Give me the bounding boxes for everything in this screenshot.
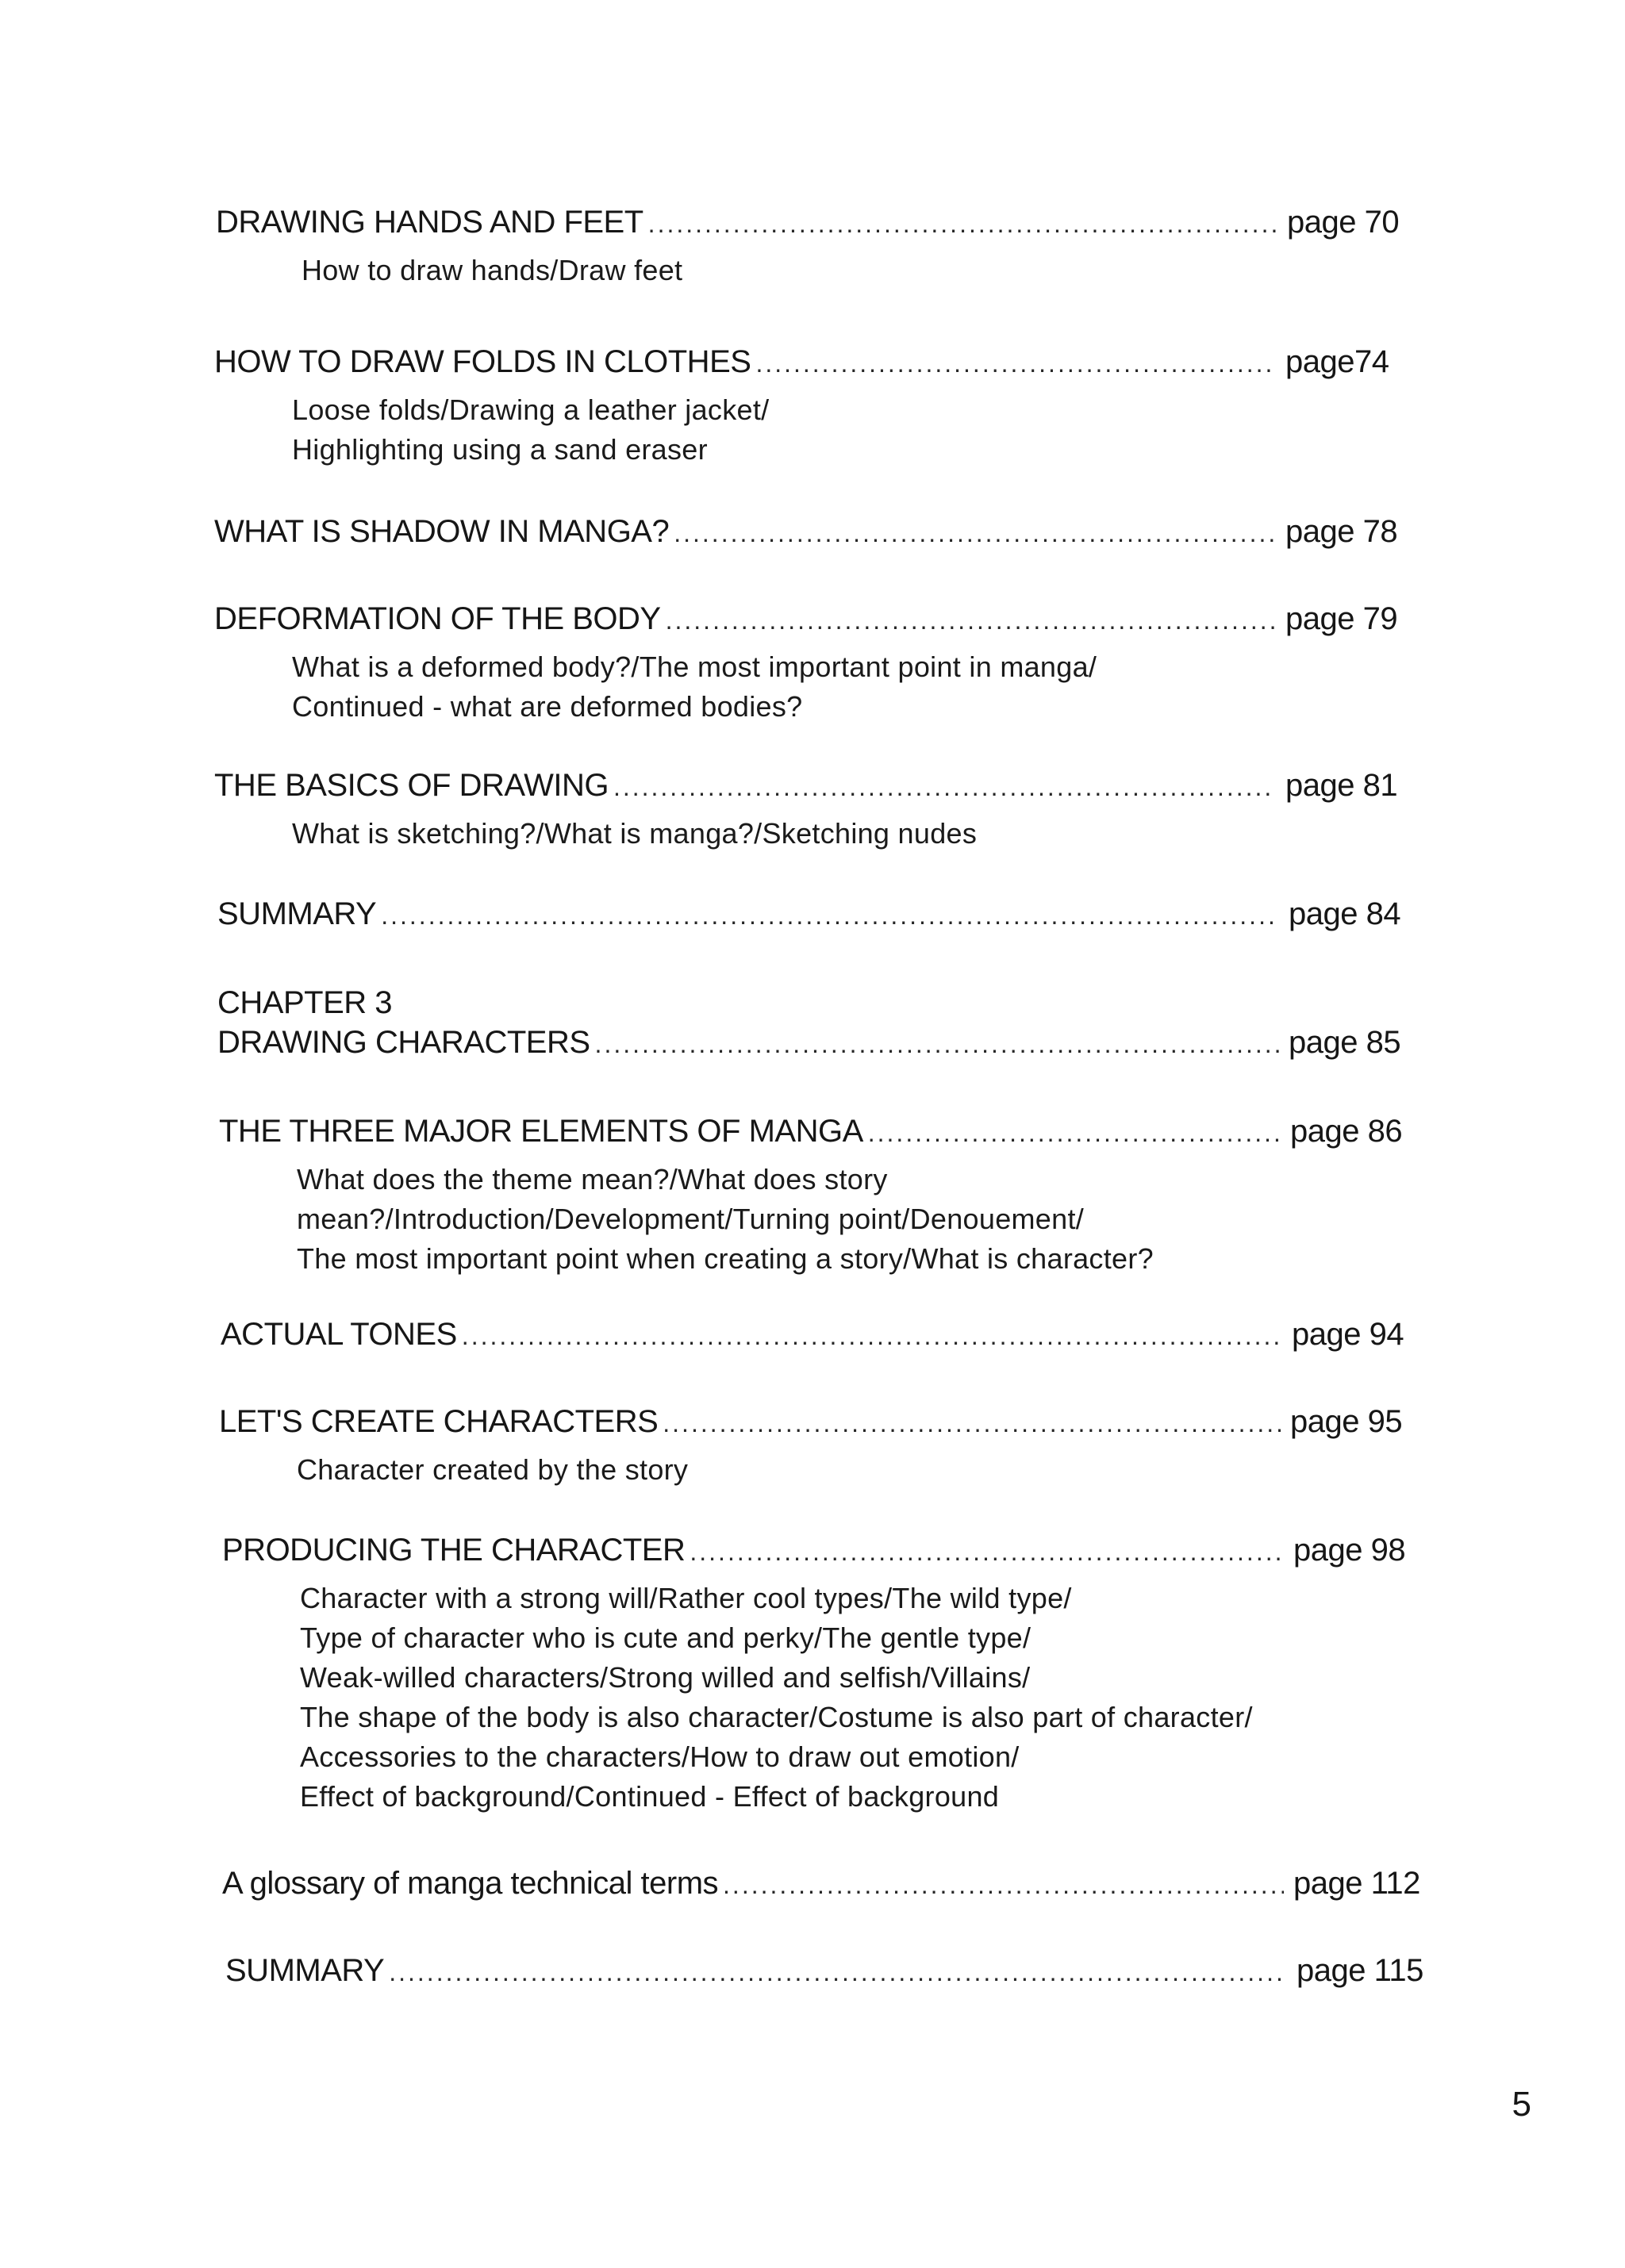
toc-entry-line <box>214 514 1428 558</box>
toc-entry-title: WHAT IS SHADOW IN MANGA? <box>214 514 670 549</box>
toc-entry-title: THE BASICS OF DRAWING <box>214 768 609 803</box>
toc-entry-page: page 78 <box>1285 514 1398 549</box>
toc-subtopic-line: What does the theme mean?/What does story <box>297 1163 888 1195</box>
toc-subtopics <box>216 251 1430 290</box>
toc-subtopic-line: The shape of the body is also character/Costume is also part of character/ <box>300 1701 1253 1733</box>
toc-subtopics <box>214 390 1428 470</box>
toc-subtopic-line: Weak-willed characters/Strong willed and selfish/Villains/ <box>300 1661 1031 1694</box>
toc-subtopic-line: Type of character who is cute and perky/The gentle type/ <box>300 1621 1031 1654</box>
toc-entry-line <box>217 1025 1431 1069</box>
toc-chapter-entry <box>217 980 1431 1069</box>
toc-entry-page: page 95 <box>1290 1404 1403 1439</box>
dot-leader <box>663 1409 1281 1438</box>
toc-entry-page: page 98 <box>1293 1533 1406 1568</box>
toc-entry-line <box>219 1404 1433 1449</box>
toc-entry-line <box>221 1317 1435 1361</box>
dot-leader <box>674 519 1276 548</box>
toc-subtopic-line: What is a deformed body?/The most important point in manga/ <box>292 650 1097 683</box>
toc-subtopic-line: Effect of background/Continued - Effect of background <box>300 1780 1000 1813</box>
toc-entry-title: ACTUAL TONES <box>221 1317 457 1352</box>
toc-entry-page: page 115 <box>1297 1953 1423 1988</box>
toc-entry-title: PRODUCING THE CHARACTER <box>222 1533 686 1568</box>
page-number: 5 <box>1512 2085 1531 2124</box>
dot-leader <box>648 209 1277 239</box>
toc-entry-line <box>216 205 1430 249</box>
toc-subtopic-line: How to draw hands/Draw feet <box>302 254 683 286</box>
toc-entry-page: page 70 <box>1287 205 1400 240</box>
toc-entry-title: THE THREE MAJOR ELEMENTS OF MANGA <box>219 1114 863 1149</box>
toc-entry-page: page 79 <box>1285 601 1398 636</box>
dot-leader <box>613 773 1276 802</box>
toc-entry <box>222 1533 1436 1817</box>
toc-entry <box>214 514 1428 558</box>
toc-entry <box>225 1953 1439 1997</box>
toc-entry-title: SUMMARY <box>225 1953 385 1988</box>
toc-entry-title: DEFORMATION OF THE BODY <box>214 601 661 636</box>
toc-entry-line <box>217 896 1431 941</box>
chapter-heading: CHAPTER 3 <box>217 985 392 1020</box>
dot-leader <box>381 901 1279 931</box>
dot-leader <box>666 606 1276 635</box>
dot-leader <box>389 1958 1287 1987</box>
toc-entry <box>221 1317 1435 1361</box>
toc-entry <box>219 1404 1433 1490</box>
toc-entry-page: page 86 <box>1290 1114 1403 1149</box>
toc-subtopics <box>214 647 1428 727</box>
toc-entry <box>219 1114 1433 1279</box>
dot-leader <box>723 1871 1284 1900</box>
toc-entry <box>214 344 1428 470</box>
toc-entry-page: page74 <box>1285 344 1389 379</box>
toc-entry <box>216 205 1430 290</box>
toc-subtopic-line: Accessories to the characters/How to draw out emotion/ <box>300 1740 1020 1773</box>
toc-subtopic-line: mean?/Introduction/Development/Turning point/Denouement/ <box>297 1203 1085 1235</box>
toc-entry-line <box>225 1953 1439 1997</box>
toc-entry-title: HOW TO DRAW FOLDS IN CLOTHES <box>214 344 751 379</box>
toc-subtopic-line: The most important point when creating a story/What is character? <box>297 1242 1154 1275</box>
toc-subtopics <box>219 1160 1433 1279</box>
dot-leader <box>462 1322 1282 1351</box>
toc-entry-page: page 94 <box>1292 1317 1404 1352</box>
toc-subtopic-line: Continued - what are deformed bodies? <box>292 690 803 723</box>
toc-entry-line <box>222 1866 1436 1910</box>
toc-entry-line <box>214 601 1428 646</box>
toc-entry-page: page 85 <box>1289 1025 1401 1060</box>
toc-entry-title: DRAWING CHARACTERS <box>217 1025 590 1060</box>
toc-entry-line <box>214 344 1428 389</box>
toc-entry-title: A glossary of manga technical terms <box>222 1866 719 1901</box>
toc-entry-page: page 81 <box>1285 768 1398 803</box>
toc-entry-title: DRAWING HANDS AND FEET <box>216 205 643 240</box>
toc-subtopic-line: Highlighting using a sand eraser <box>292 433 708 466</box>
toc-entry <box>214 601 1428 727</box>
toc-entry-line <box>222 1533 1436 1577</box>
toc-subtopic-line: Character with a strong will/Rather cool types/The wild type/ <box>300 1582 1072 1614</box>
toc-subtopics <box>214 814 1428 854</box>
toc-entry-page: page 84 <box>1289 896 1401 931</box>
toc-entry <box>217 896 1431 941</box>
toc-entry <box>214 768 1428 854</box>
toc-entry-title: LET'S CREATE CHARACTERS <box>219 1404 659 1439</box>
toc-entry-line <box>214 768 1428 812</box>
toc-entry-title: SUMMARY <box>217 896 377 931</box>
toc-entry-line <box>219 1114 1433 1158</box>
toc-subtopic-line: What is sketching?/What is manga?/Sketching nudes <box>292 817 978 850</box>
toc-subtopics <box>222 1579 1436 1817</box>
toc-entry <box>222 1866 1436 1910</box>
dot-leader <box>595 1030 1279 1059</box>
toc-entry-page: page 112 <box>1293 1866 1420 1901</box>
toc-subtopic-line: Character created by the story <box>297 1453 689 1486</box>
dot-leader <box>755 349 1276 378</box>
toc-subtopic-line: Loose folds/Drawing a leather jacket/ <box>292 393 770 426</box>
dot-leader <box>868 1119 1281 1148</box>
dot-leader <box>690 1537 1284 1567</box>
toc-subtopics <box>219 1450 1433 1490</box>
